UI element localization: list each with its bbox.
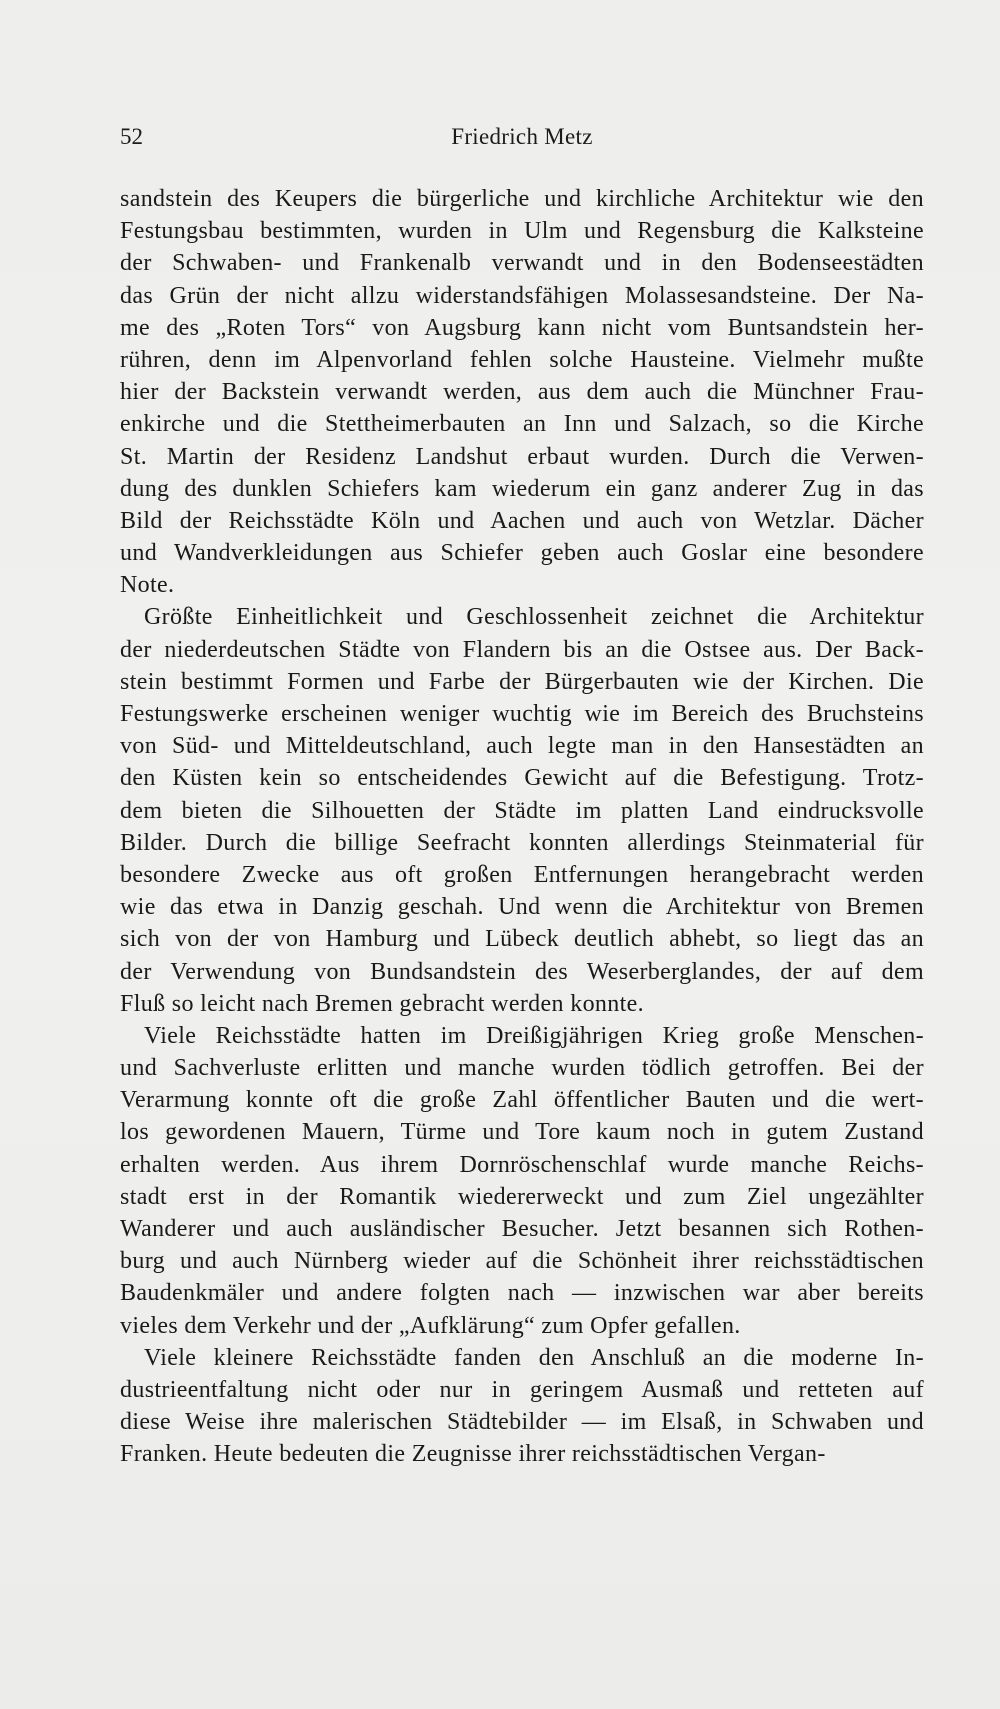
text-line: Festungsbau bestimmten, wurden in Ulm und Regensburg die Kalksteine [120, 218, 924, 245]
text-line: wie das etwa in Danzig geschah. Und wenn die Architektur von Bremen [120, 894, 924, 921]
text-line: rühren, denn im Alpenvorland fehlen solche Hausteine. Vielmehr mußte [120, 346, 924, 373]
text-line: sandstein des Keupers die bürgerliche und kirchliche Architektur wie den [120, 186, 924, 212]
text-line: Note. [120, 572, 175, 599]
running-title: Friedrich Metz [451, 124, 593, 149]
text-line: Bilder. Durch die billige Seefracht konnten allerdings Steinmaterial für [120, 829, 924, 856]
text-line: Baudenkmäler und andere folgten nach — inzwischen war aber bereits [120, 1280, 924, 1307]
text-line: me des „Roten Tors“ von Augsburg kann nicht vom Buntsandstein her- [120, 314, 924, 341]
text-line: los gewordenen Mauern, Türme und Tore kaum noch in gutem Zustand [120, 1119, 924, 1146]
text-line: Viele Reichsstädte hatten im Dreißigjährigen Krieg große Menschen- [144, 1022, 924, 1049]
text-line: Fluß so leicht nach Bremen gebracht werden konnte. [120, 990, 645, 1017]
page-header [120, 124, 924, 158]
text-line: burg und auch Nürnberg wieder auf die Schönheit ihrer reichsstädtischen [120, 1248, 924, 1275]
paragraph-3 [120, 1020, 924, 1342]
text-line: der Schwaben- und Frankenalb verwandt und in den Bodenseestädten [120, 250, 924, 277]
text-line: Franken. Heute bedeuten die Zeugnisse ihrer reichsstädtischen Vergan- [120, 1441, 826, 1468]
text-line: dung des dunklen Schiefers kam wiederum ein ganz anderer Zug in das [120, 475, 924, 502]
text-line: erhalten werden. Aus ihrem Dornröschenschlaf wurde manche Reichs- [120, 1151, 924, 1178]
paragraph-4 [120, 1342, 924, 1471]
text-line: Bild der Reichsstädte Köln und Aachen und auch von Wetzlar. Dächer [120, 507, 924, 534]
text-line: und Sachverluste erlitten und manche wurden tödlich getroffen. Bei der [120, 1055, 924, 1082]
text-line: von Süd- und Mitteldeutschland, auch legte man in den Hansestädten an [120, 733, 924, 760]
text-line: enkirche und die Stettheimerbauten an Inn und Salzach, so die Kirche [120, 411, 924, 438]
text-line: der Verwendung von Bundsandstein des Weserberglandes, der auf dem [120, 958, 924, 985]
text-line: Viele kleinere Reichsstädte fanden den Anschluß an die moderne In- [144, 1344, 924, 1371]
text-line: Festungswerke erscheinen weniger wuchtig wie im Bereich des Bruchsteins [120, 701, 924, 727]
page-number: 52 [120, 124, 143, 149]
text-line: den Küsten kein so entscheidendes Gewicht auf die Befestigung. Trotz- [120, 765, 924, 792]
paragraph-2 [120, 601, 924, 1019]
text-line: St. Martin der Residenz Landshut erbaut wurden. Durch die Verwen- [120, 443, 924, 470]
text-line: stadt erst in der Romantik wiedererweckt und zum Ziel ungezählter [120, 1183, 924, 1210]
text-line: besondere Zwecke aus oft großen Entfernungen herangebracht werden [120, 861, 924, 888]
text-line: dustrieentfaltung nicht oder nur in geringem Ausmaß und retteten auf [120, 1376, 924, 1403]
text-line: Wanderer und auch ausländischer Besucher. Jetzt besannen sich Rothen- [120, 1216, 924, 1242]
text-line: das Grün der nicht allzu widerstandsfähigen Molassesandsteine. Der Na- [120, 282, 924, 309]
text-line: Verarmung konnte oft die große Zahl öffentlicher Bauten und die wert- [120, 1087, 924, 1114]
text-line: diese Weise ihre malerischen Städtebilder — im Elsaß, in Schwaben und [120, 1409, 924, 1436]
text-line: sich von der von Hamburg und Lübeck deutlich abhebt, so liegt das an [120, 926, 924, 953]
text-line: der niederdeutschen Städte von Flandern bis an die Ostsee aus. Der Back- [120, 636, 924, 663]
text-line: Größte Einheitlichkeit und Geschlossenheit zeichnet die Architektur [144, 604, 924, 631]
text-line: vieles dem Verkehr und der „Aufklärung“ zum Opfer gefallen. [120, 1312, 741, 1339]
text-line: dem bieten die Silhouetten der Städte im platten Land eindrucksvolle [120, 797, 924, 824]
body-text [120, 183, 924, 1471]
text-line: stein bestimmt Formen und Farbe der Bürgerbauten wie der Kirchen. Die [120, 668, 924, 695]
text-line: und Wandverkleidungen aus Schiefer geben auch Goslar eine besondere [120, 540, 924, 567]
paragraph-1 [120, 183, 924, 601]
text-line: hier der Backstein verwandt werden, aus dem auch die Münchner Frau- [120, 379, 924, 406]
